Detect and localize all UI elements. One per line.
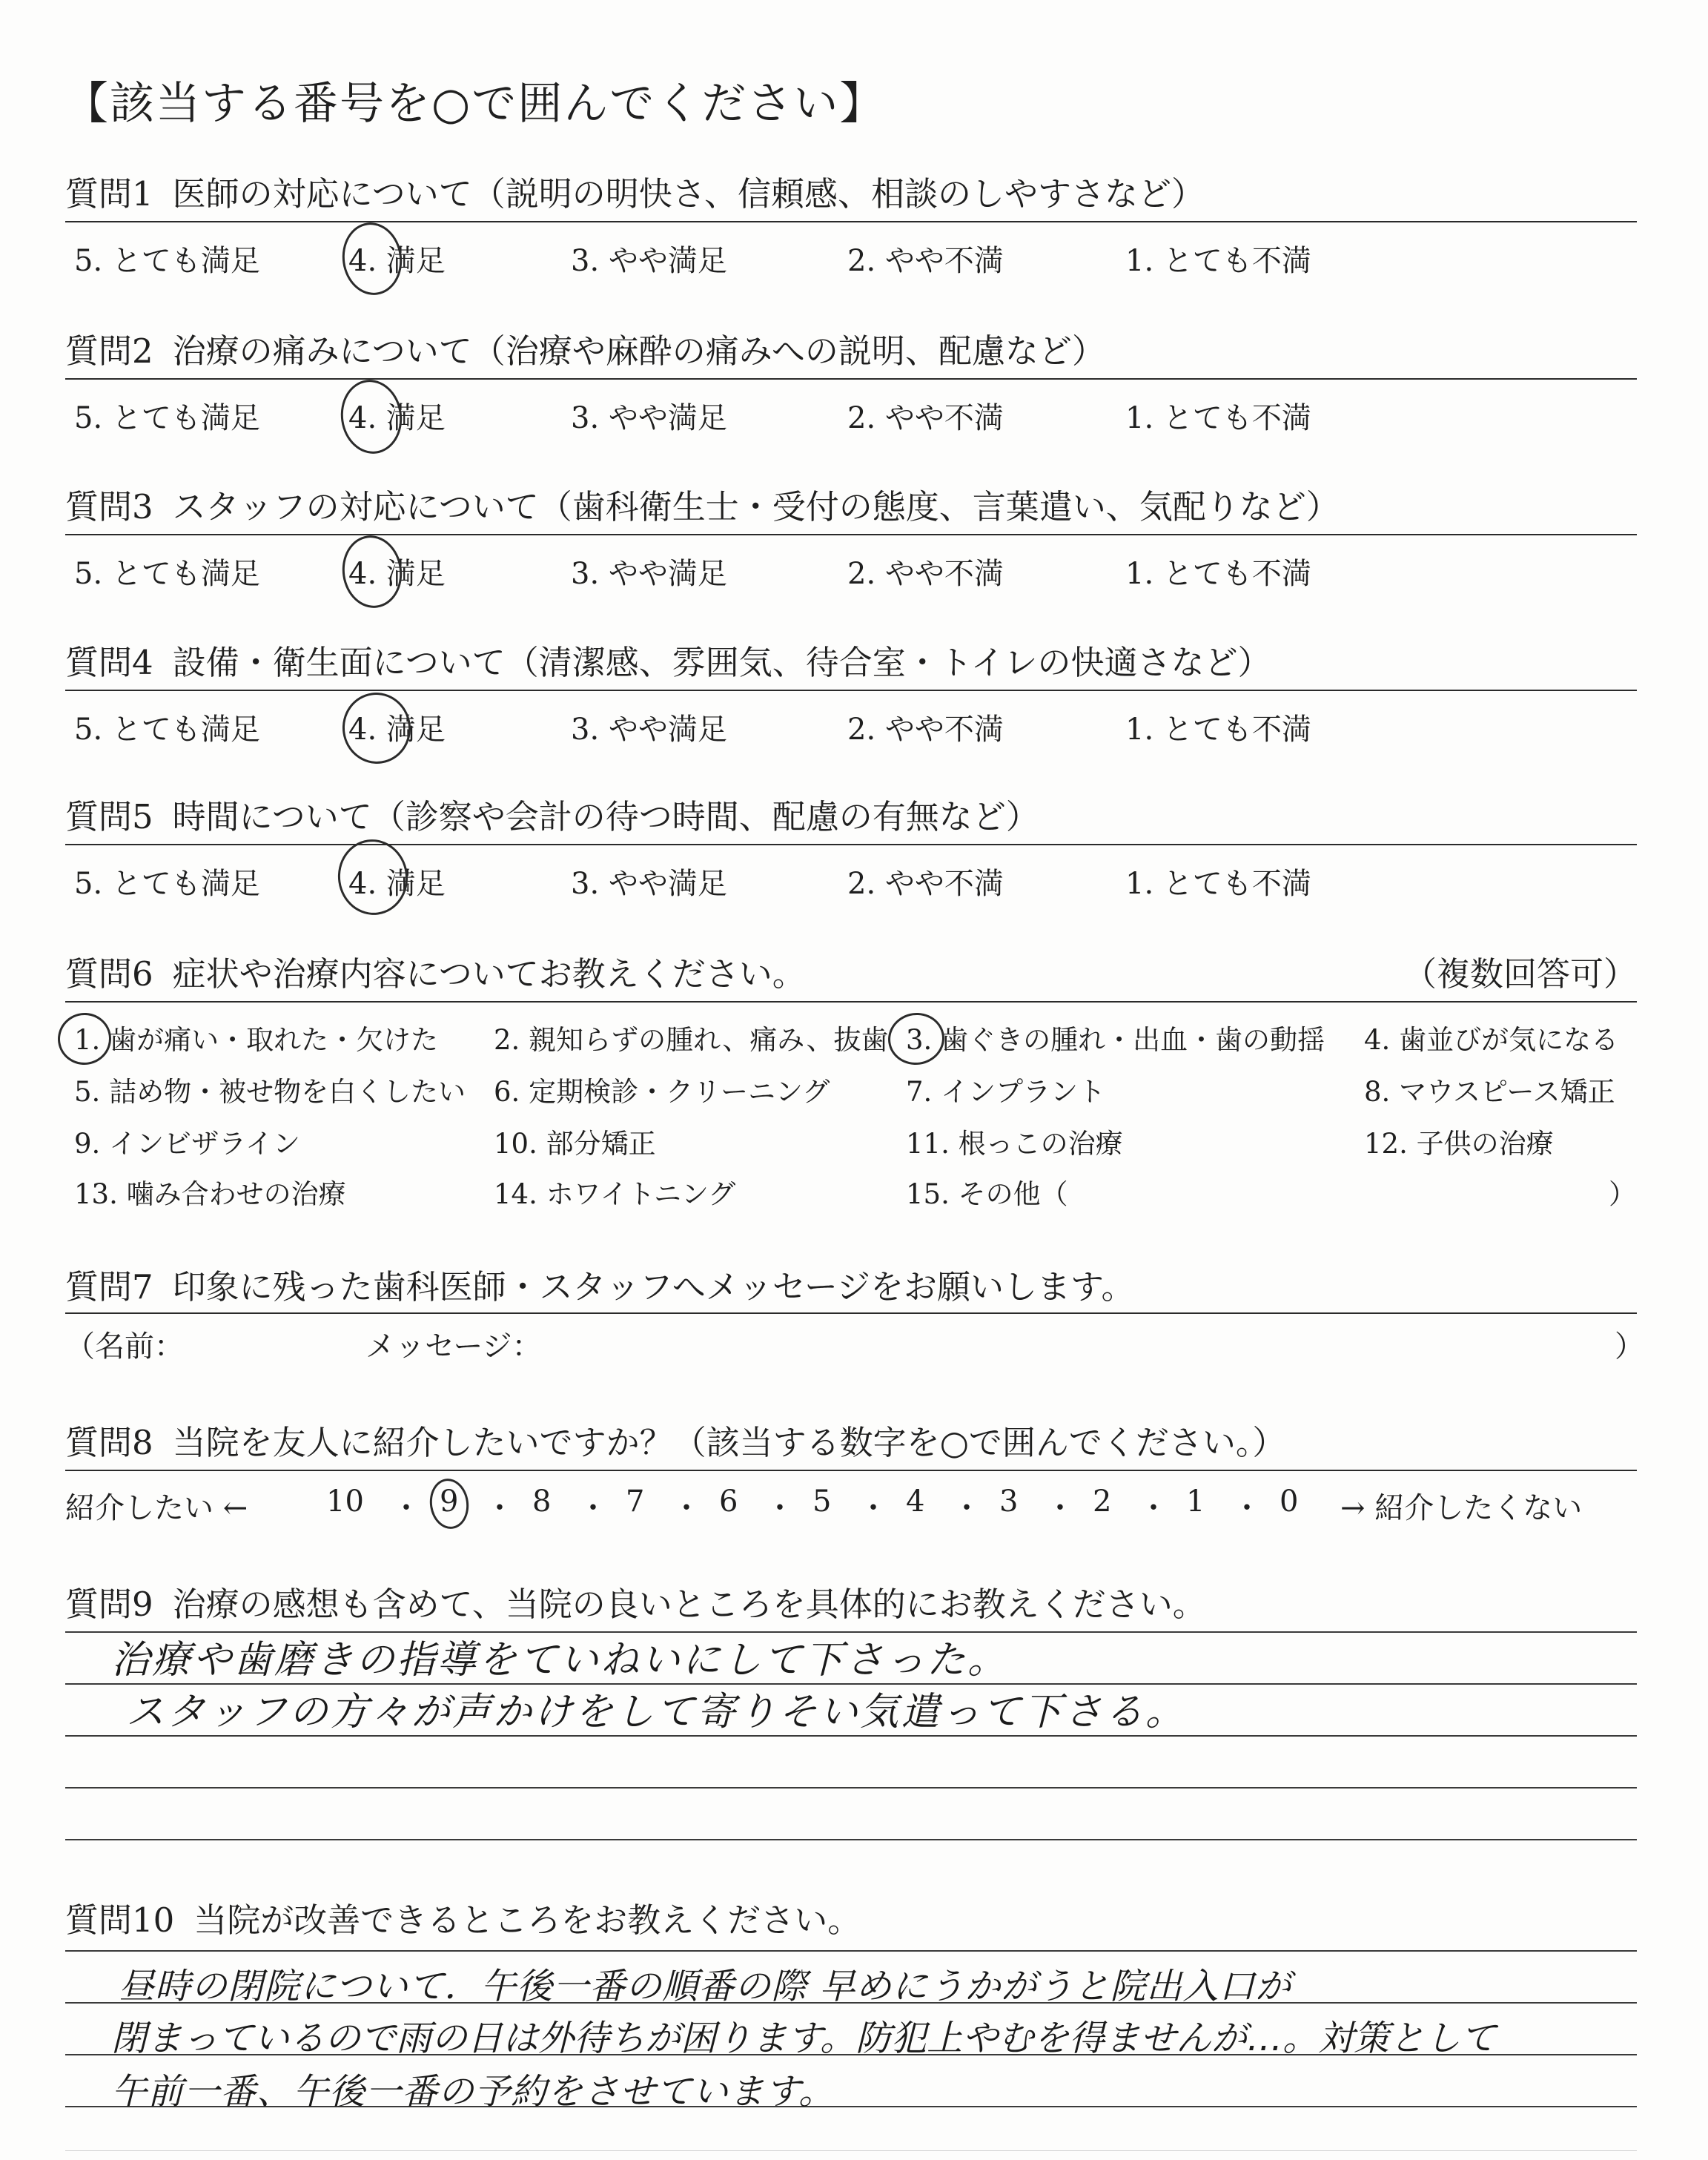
- scale-dot: ・: [765, 1491, 795, 1525]
- option-somewhat-satisfied[interactable]: 3. やや満足: [571, 713, 727, 747]
- scale-2[interactable]: 2: [1093, 1484, 1112, 1519]
- scale-10[interactable]: 10: [326, 1484, 364, 1519]
- question-1: [65, 172, 1637, 217]
- question-number: 質問10: [65, 1900, 175, 1940]
- scale-dot: ・: [952, 1491, 982, 1525]
- divider: [65, 378, 1637, 380]
- scale-3[interactable]: 3: [999, 1484, 1019, 1519]
- option-pediatric[interactable]: 12. 子供の治療: [1364, 1128, 1554, 1160]
- handwritten-answer-line: 午前一番、午後一番の予約をさせています。: [111, 2071, 835, 2113]
- option-very-satisfied[interactable]: 5. とても満足: [74, 401, 260, 435]
- option-checkup-cleaning[interactable]: 6. 定期検診・クリーニング: [494, 1076, 830, 1108]
- option-wisdom-tooth[interactable]: 2. 親知らずの腫れ、痛み、抜歯: [494, 1024, 889, 1056]
- option-invisalign[interactable]: 9. インビザライン: [74, 1128, 300, 1160]
- option-very-dissatisfied[interactable]: 1. とても不満: [1125, 867, 1311, 901]
- handwritten-answer-line: 閉まっているので雨の日は外待ちが困ります。防犯上やむを得ませんが…。対策として: [111, 2018, 1497, 2059]
- scale-9[interactable]: 9: [440, 1484, 459, 1519]
- option-somewhat-dissatisfied[interactable]: 2. やや不満: [847, 867, 1004, 901]
- divider: [65, 221, 1637, 222]
- answer-line: [65, 1950, 1637, 1952]
- question-text: 当院を友人に紹介したいですか？（該当する数字を○で囲んでください。）: [172, 1423, 1286, 1462]
- question-text: 医師の対応について（説明の明快さ、信頼感、相談のしやすさなど）: [172, 174, 1205, 214]
- option-very-satisfied[interactable]: 5. とても満足: [74, 244, 260, 278]
- handwritten-answer-line: 治療や歯磨きの指導をていねいにして下さった。: [111, 1638, 1009, 1682]
- question-text: 治療の感想も含めて、当院の良いところを具体的にお教えください。: [172, 1585, 1206, 1624]
- question-6: [65, 952, 1637, 997]
- message-label: メッセージ：: [365, 1330, 542, 1364]
- question-text: 印象に残った歯科医師・スタッフへメッセージをお願いします。: [172, 1267, 1135, 1307]
- option-satisfied[interactable]: 4. 満足: [348, 244, 446, 278]
- handwritten-answer-line: 昼時の閉院について．午後一番の順番の際 早めにうかがうと院出入口が: [119, 1966, 1292, 2007]
- answer-line: [65, 1787, 1637, 1789]
- divider: [65, 534, 1637, 535]
- scale-8[interactable]: 8: [532, 1484, 552, 1519]
- option-gum-swelling[interactable]: 3. 歯ぐきの腫れ・出血・歯の動揺: [906, 1024, 1325, 1056]
- option-somewhat-satisfied[interactable]: 3. やや満足: [571, 557, 727, 591]
- handwritten-answer-line: スタッフの方々が声かけをして寄りそい気遣って下さる。: [126, 1690, 1187, 1734]
- option-white-fillings[interactable]: 5. 詰め物・被せ物を白くしたい: [74, 1076, 466, 1108]
- option-very-dissatisfied[interactable]: 1. とても不満: [1125, 713, 1311, 747]
- option-somewhat-satisfied[interactable]: 3. やや満足: [571, 401, 727, 435]
- option-satisfied[interactable]: 4. 満足: [348, 557, 446, 591]
- scale-dot: ・: [485, 1491, 514, 1525]
- scale-4[interactable]: 4: [906, 1484, 925, 1519]
- question-number: 質問2: [65, 331, 153, 371]
- option-other[interactable]: 15. その他（: [906, 1178, 1068, 1210]
- divider: [65, 690, 1637, 691]
- scale-0[interactable]: 0: [1280, 1484, 1299, 1519]
- other-close-paren: ）: [1609, 1178, 1636, 1210]
- option-implant[interactable]: 7. インプラント: [906, 1076, 1106, 1108]
- message-close-paren: ）: [1615, 1330, 1644, 1364]
- answer-line: [65, 1839, 1637, 1840]
- answer-line: [65, 2150, 1637, 2151]
- option-satisfied[interactable]: 4. 満足: [348, 713, 446, 747]
- option-somewhat-dissatisfied[interactable]: 2. やや不満: [847, 401, 1004, 435]
- question-number: 質問3: [65, 487, 153, 526]
- question-text: 時間について（診察や会計の待つ時間、配慮の有無など）: [172, 797, 1039, 836]
- question-3: [65, 485, 1637, 529]
- question-text: スタッフの対応について（歯科衛生士・受付の態度、言葉遣い、気配りなど）: [172, 487, 1340, 526]
- question-8: [65, 1421, 1637, 1465]
- question-4: [65, 641, 1637, 685]
- scale-dot: ・: [1232, 1491, 1262, 1525]
- scale-7[interactable]: 7: [626, 1484, 645, 1519]
- question-number: 質問4: [65, 643, 153, 682]
- multiple-answers-note: （複数回答可）: [1403, 954, 1637, 994]
- divider: [65, 1001, 1637, 1003]
- question-number: 質問8: [65, 1423, 153, 1462]
- divider: [65, 1470, 1637, 1471]
- option-very-satisfied[interactable]: 5. とても満足: [74, 713, 260, 747]
- question-7: [65, 1265, 1637, 1309]
- option-whitening[interactable]: 14. ホワイトニング: [494, 1178, 736, 1210]
- scale-6[interactable]: 6: [719, 1484, 738, 1519]
- scale-dot: ・: [672, 1491, 701, 1525]
- question-number: 質問1: [65, 174, 153, 214]
- option-satisfied[interactable]: 4. 満足: [348, 867, 446, 901]
- option-satisfied[interactable]: 4. 満足: [348, 401, 446, 435]
- question-number: 質問9: [65, 1585, 153, 1624]
- question-text: 当院が改善できるところをお教えください。: [193, 1900, 861, 1940]
- scale-dot: ・: [1045, 1491, 1075, 1525]
- question-5: [65, 795, 1637, 839]
- option-somewhat-satisfied[interactable]: 3. やや満足: [571, 867, 727, 901]
- scale-dot: ・: [391, 1491, 421, 1525]
- option-very-satisfied[interactable]: 5. とても満足: [74, 867, 260, 901]
- option-tooth-pain[interactable]: 1. 歯が痛い・取れた・欠けた: [74, 1024, 439, 1056]
- scale-dot: ・: [858, 1491, 888, 1525]
- question-9: [65, 1582, 1637, 1627]
- option-somewhat-satisfied[interactable]: 3. やや満足: [571, 244, 727, 278]
- option-alignment[interactable]: 4. 歯並びが気になる: [1364, 1024, 1619, 1056]
- scale-dot: ・: [578, 1491, 608, 1525]
- name-label: （名前：: [65, 1330, 184, 1364]
- option-very-dissatisfied[interactable]: 1. とても不満: [1125, 557, 1311, 591]
- option-partial-ortho[interactable]: 10. 部分矯正: [494, 1128, 656, 1160]
- scale-5[interactable]: 5: [812, 1484, 832, 1519]
- question-text: 設備・衛生面について（清潔感、雰囲気、待合室・トイレの快適さなど）: [172, 643, 1271, 682]
- question-text: 症状や治療内容についてお教えください。: [172, 954, 806, 994]
- option-somewhat-dissatisfied[interactable]: 2. やや不満: [847, 713, 1004, 747]
- option-root-canal[interactable]: 11. 根っこの治療: [906, 1128, 1123, 1160]
- divider: [65, 844, 1637, 845]
- option-somewhat-dissatisfied[interactable]: 2. やや不満: [847, 244, 1004, 278]
- scale-dot: ・: [1139, 1491, 1168, 1525]
- scale-left-label: 紹介したい ←: [65, 1491, 248, 1525]
- question-text: 治療の痛みについて（治療や麻酔の痛みへの説明、配慮など）: [172, 331, 1105, 371]
- scale-1[interactable]: 1: [1186, 1484, 1205, 1519]
- question-number: 質問6: [65, 954, 153, 994]
- option-bite[interactable]: 13. 噛み合わせの治療: [74, 1178, 346, 1210]
- question-10: [65, 1898, 1637, 1943]
- divider: [65, 1312, 1637, 1314]
- option-very-satisfied[interactable]: 5. とても満足: [74, 557, 260, 591]
- question-number: 質問5: [65, 797, 153, 836]
- form-title: 【該当する番号を○で囲んでください】: [64, 78, 886, 130]
- option-somewhat-dissatisfied[interactable]: 2. やや不満: [847, 557, 1004, 591]
- option-mouthpiece[interactable]: 8. マウスピース矯正: [1364, 1076, 1615, 1108]
- option-very-dissatisfied[interactable]: 1. とても不満: [1125, 244, 1311, 278]
- question-number: 質問7: [65, 1267, 153, 1307]
- scale-right-label: → 紹介したくない: [1340, 1491, 1583, 1525]
- question-2: [65, 329, 1637, 374]
- option-very-dissatisfied[interactable]: 1. とても不満: [1125, 401, 1311, 435]
